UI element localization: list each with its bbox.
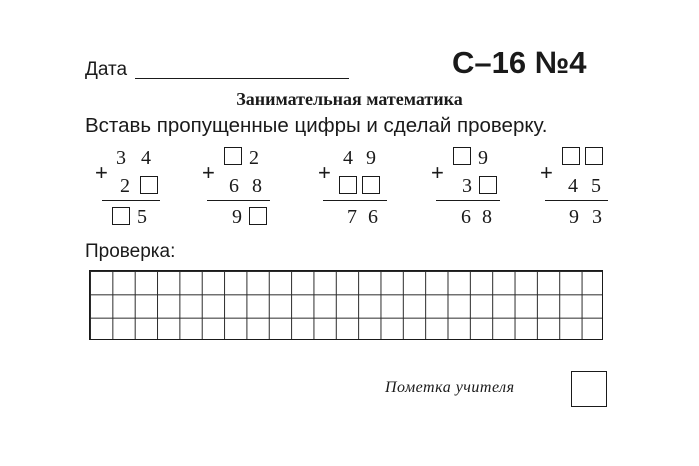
digit: 6 xyxy=(368,206,378,228)
missing-digit-box[interactable] xyxy=(453,147,471,165)
missing-digit-box[interactable] xyxy=(112,207,130,225)
digit: 4 xyxy=(141,147,151,169)
teacher-mark-box[interactable] xyxy=(571,371,607,407)
worksheet-title: Занимательная математика xyxy=(236,89,463,109)
missing-digit-box[interactable] xyxy=(562,147,580,165)
sum-line xyxy=(436,200,500,201)
sum-line xyxy=(102,200,160,201)
date-field[interactable] xyxy=(135,78,349,79)
digit: 4 xyxy=(568,175,578,197)
plus-sign: + xyxy=(318,160,331,185)
digit: 9 xyxy=(569,206,579,228)
digit: 3 xyxy=(116,147,126,169)
check-label: Проверка: xyxy=(85,241,176,262)
digit: 6 xyxy=(461,206,471,228)
digit: 7 xyxy=(347,206,357,228)
missing-digit-box[interactable] xyxy=(140,176,158,194)
instruction-text: Вставь пропущенные цифры и сделай проверку. xyxy=(85,114,548,137)
check-grid[interactable] xyxy=(89,270,603,340)
digit: 9 xyxy=(366,147,376,169)
plus-sign: + xyxy=(431,160,444,185)
digit: 4 xyxy=(343,147,353,169)
teacher-mark-label: Пометка учителя xyxy=(385,379,515,396)
missing-digit-box[interactable] xyxy=(585,147,603,165)
missing-digit-box[interactable] xyxy=(224,147,242,165)
digit: 3 xyxy=(592,206,602,228)
digit: 5 xyxy=(137,206,147,228)
missing-digit-box[interactable] xyxy=(249,207,267,225)
date-label: Дата xyxy=(85,59,128,80)
digit: 9 xyxy=(232,206,242,228)
missing-digit-box[interactable] xyxy=(479,176,497,194)
missing-digit-box[interactable] xyxy=(339,176,357,194)
digit: 5 xyxy=(591,175,601,197)
digit: 2 xyxy=(249,147,259,169)
plus-sign: + xyxy=(540,160,553,185)
plus-sign: + xyxy=(95,160,108,185)
digit: 3 xyxy=(462,175,472,197)
digit: 6 xyxy=(229,175,239,197)
sum-line xyxy=(323,200,387,201)
missing-digit-box[interactable] xyxy=(362,176,380,194)
digit: 2 xyxy=(120,175,130,197)
digit: 9 xyxy=(478,147,488,169)
sum-line xyxy=(207,200,270,201)
digit: 8 xyxy=(252,175,262,197)
sum-line xyxy=(545,200,608,201)
plus-sign: + xyxy=(202,160,215,185)
digit: 8 xyxy=(482,206,492,228)
worksheet-code: С–16 №4 xyxy=(452,45,587,80)
